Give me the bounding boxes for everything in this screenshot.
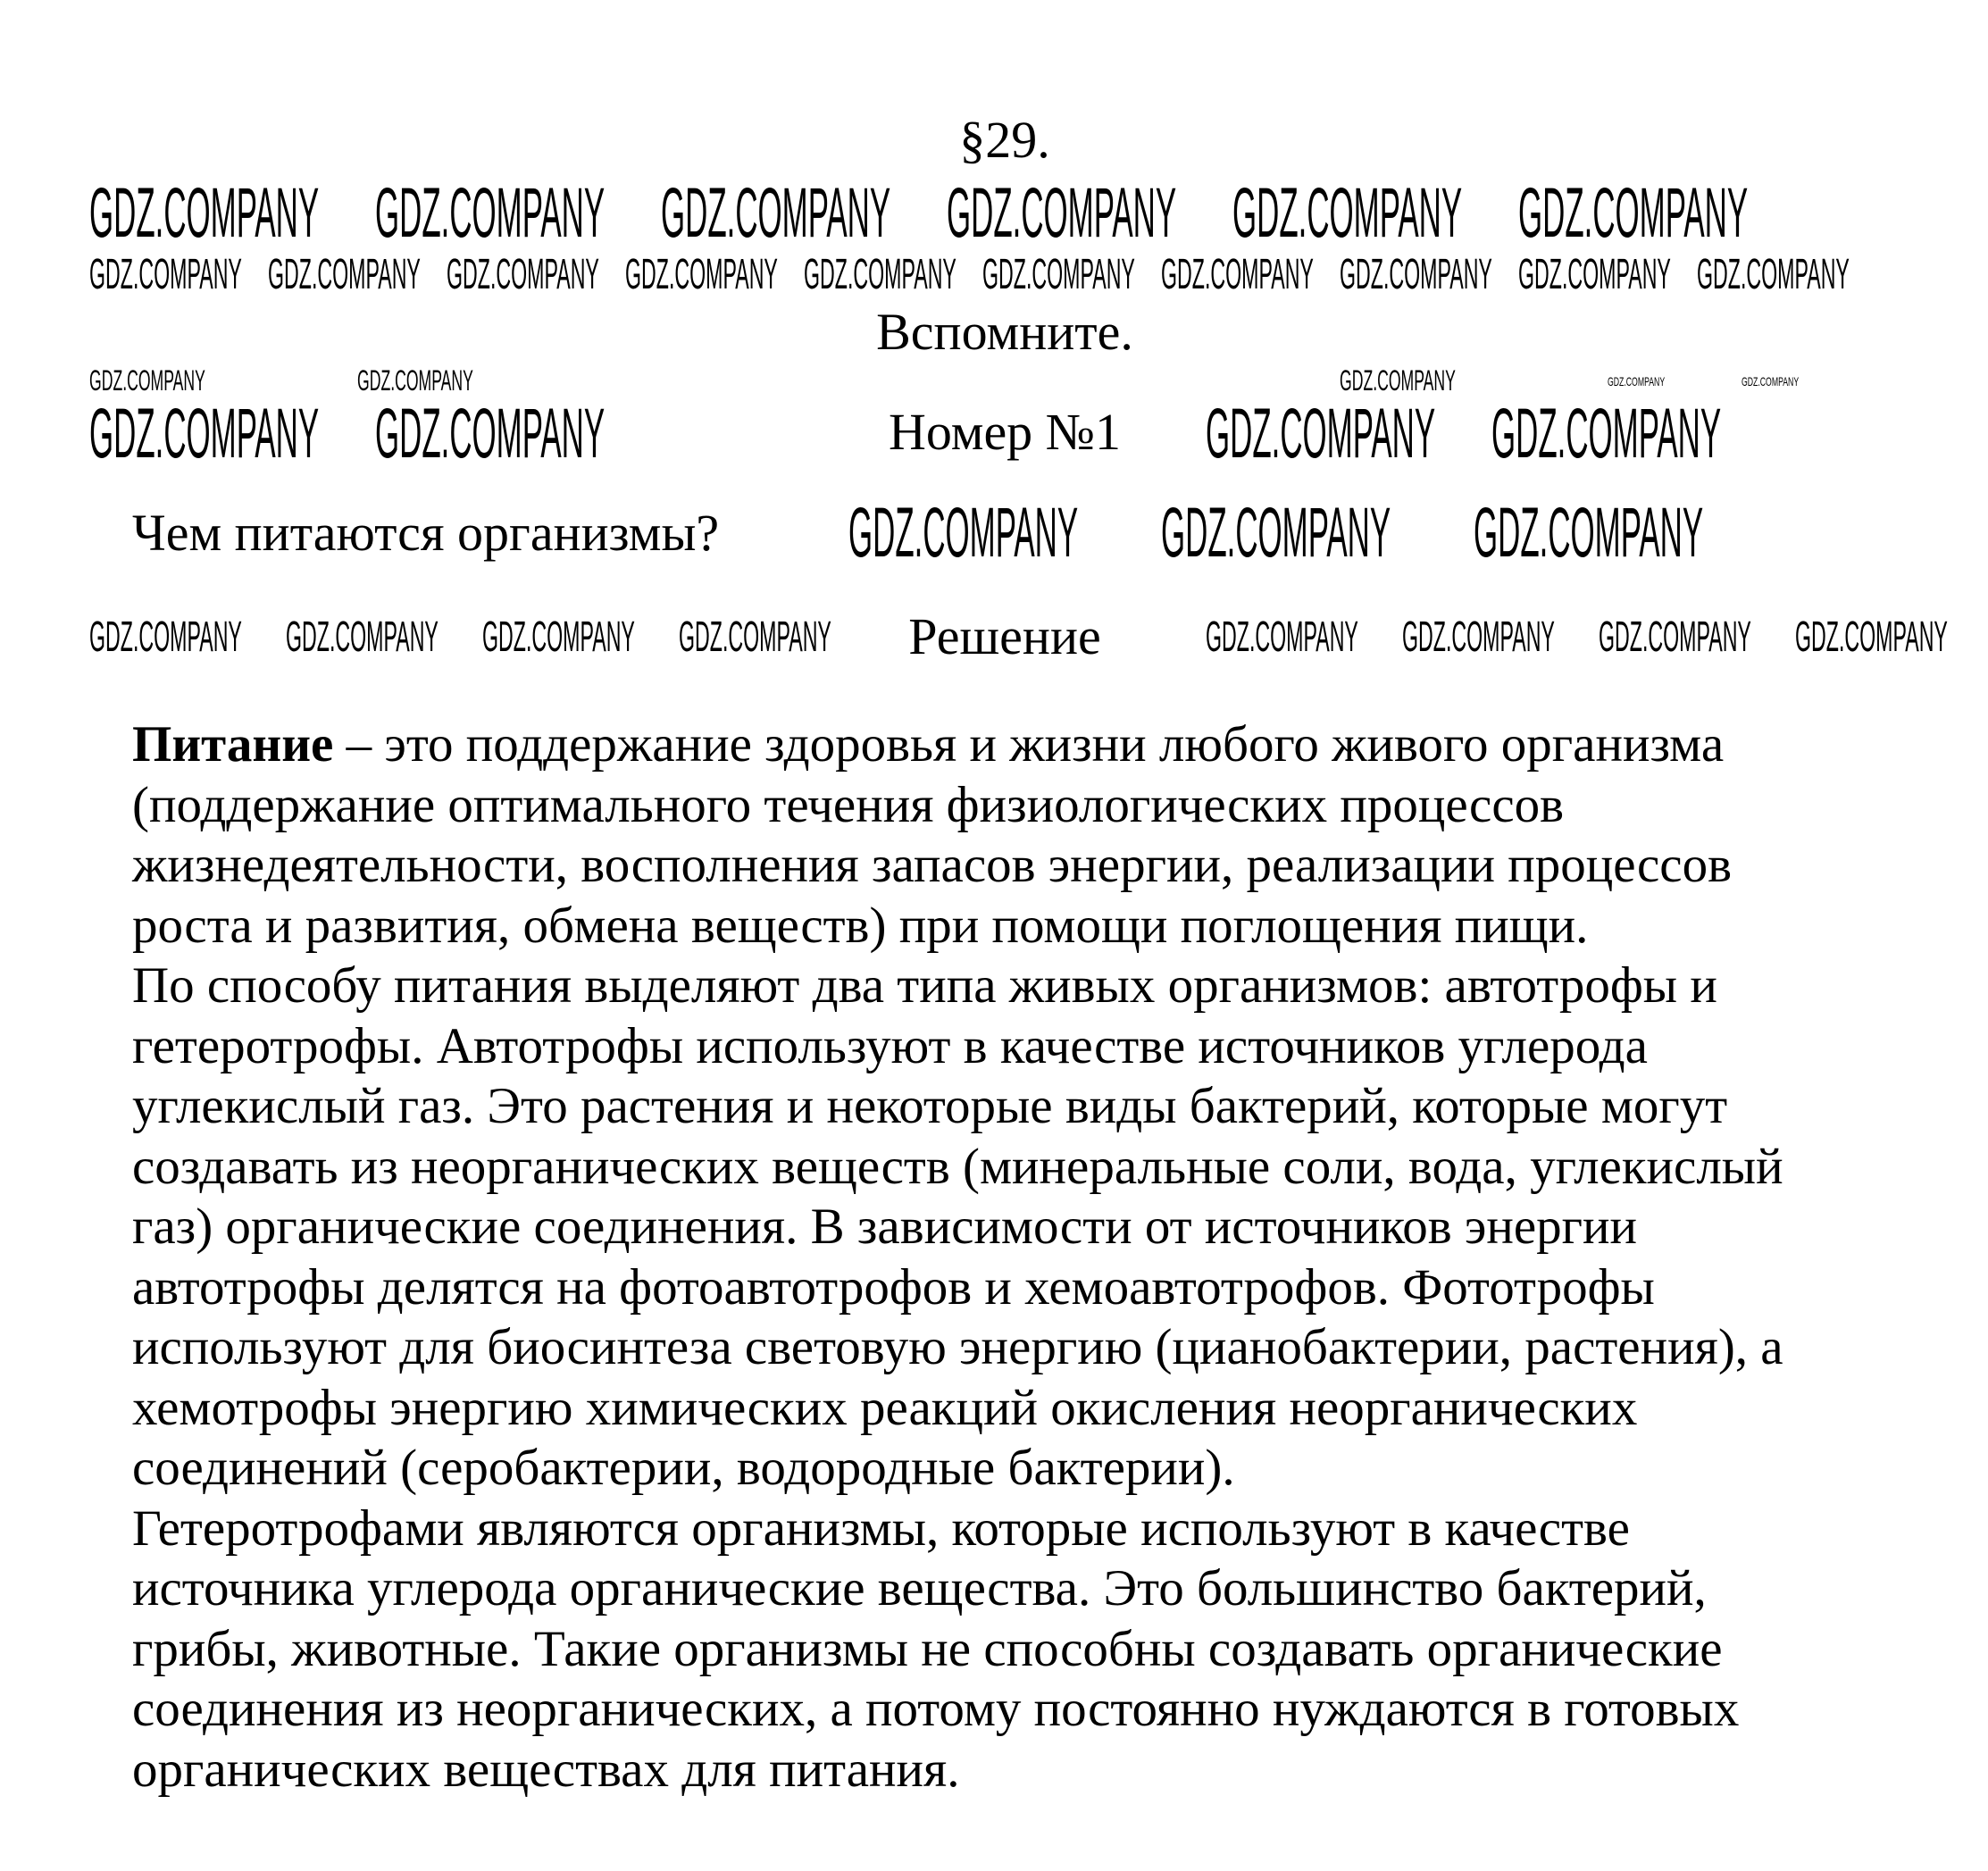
watermark: GDZ.COMPANY — [625, 251, 778, 298]
watermark: GDZ.COMPANY — [1402, 614, 1555, 661]
watermark: GDZ.COMPANY — [89, 614, 242, 661]
watermark: GDZ.COMPANY — [1608, 374, 1666, 388]
watermark: GDZ.COMPANY — [1518, 172, 1749, 252]
watermark: GDZ.COMPANY — [89, 172, 320, 252]
answer-line: соединения из неорганических, а потому постоянно нуждаются в готовых — [132, 1681, 1740, 1737]
answer-line: По способу питания выделяют два типа живых организмов: автотрофы и — [132, 957, 1717, 1014]
watermark: GDZ.COMPANY — [1491, 393, 1722, 472]
watermark: GDZ.COMPANY — [1206, 393, 1436, 472]
answer-line: углекислый газ. Это растения и некоторые виды бактерий, которые могут — [132, 1078, 1728, 1134]
watermark: GDZ.COMPANY — [375, 393, 606, 472]
watermark: GDZ.COMPANY — [947, 172, 1177, 252]
watermark: GDZ.COMPANY — [804, 251, 956, 298]
answer-line — [132, 714, 1783, 775]
watermark: GDZ.COMPANY — [1340, 364, 1456, 397]
answer-line: роста и развития, обмена веществ) при помощи поглощения пищи. — [132, 897, 1589, 954]
answer-line: создавать из неорганических веществ (минеральные соли, вода, углекислый — [132, 1138, 1783, 1195]
task-number: Номер №1 — [888, 403, 1122, 461]
solution-heading: Решение — [908, 607, 1101, 665]
watermark: GDZ.COMPANY — [1474, 492, 1704, 572]
answer-line: жизнедеятельности, восполнения запасов энергии, реализации процессов — [132, 837, 1733, 893]
watermark: GDZ.COMPANY — [1206, 614, 1358, 661]
answer-line: источника углерода органические вещества. Это большинство бактерий, — [132, 1560, 1707, 1616]
watermark: GDZ.COMPANY — [268, 251, 421, 298]
answer-line: автотрофы делятся на фотоавтотрофов и хемоавтотрофов. Фототрофы — [132, 1258, 1655, 1316]
watermark: GDZ.COMPANY — [357, 364, 473, 397]
answer-line: газ) органические соединения. В зависимости от источников энергии — [132, 1199, 1638, 1255]
answer-line: (поддержание оптимального течения физиологических процессов — [132, 776, 1565, 833]
watermark: GDZ.COMPANY — [375, 172, 606, 252]
watermark: GDZ.COMPANY — [848, 492, 1079, 572]
remember-heading: Вспомните. — [876, 303, 1133, 361]
watermark: GDZ.COMPANY — [982, 251, 1135, 298]
watermark: GDZ.COMPANY — [1599, 614, 1751, 661]
watermark: GDZ.COMPANY — [1161, 492, 1391, 572]
watermark: GDZ.COMPANY — [89, 251, 242, 298]
watermark: GDZ.COMPANY — [1518, 251, 1671, 298]
watermark: GDZ.COMPANY — [1161, 251, 1314, 298]
answer-line-text: – это поддержание здоровья и жизни любого живого организма — [333, 716, 1725, 773]
watermark: GDZ.COMPANY — [482, 614, 635, 661]
answer-line: соединений (серобактерии, водородные бактерии). — [132, 1440, 1235, 1496]
answer-line: Гетеротрофами являются организмы, которые используют в качестве — [132, 1499, 1630, 1557]
section-number: §29. — [959, 111, 1050, 169]
watermark: GDZ.COMPANY — [679, 614, 831, 661]
watermark: GDZ.COMPANY — [661, 172, 891, 252]
watermark: GDZ.COMPANY — [1232, 172, 1463, 252]
watermark: GDZ.COMPANY — [1697, 251, 1850, 298]
watermark: GDZ.COMPANY — [89, 393, 320, 472]
answer-text — [132, 714, 1783, 1800]
answer-line: грибы, животные. Такие организмы не способны создавать органические — [132, 1620, 1723, 1677]
watermark: GDZ.COMPANY — [1340, 251, 1492, 298]
watermark: GDZ.COMPANY — [1795, 614, 1948, 661]
watermark: GDZ.COMPANY — [1742, 374, 1800, 388]
answer-line: хемотрофы энергию химических реакций окисления неорганических — [132, 1379, 1638, 1436]
watermark: GDZ.COMPANY — [286, 614, 439, 661]
watermark: GDZ.COMPANY — [89, 364, 205, 397]
watermark: GDZ.COMPANY — [447, 251, 599, 298]
question-text: Чем питаются организмы? — [132, 504, 720, 562]
answer-line: используют для биосинтеза световую энергию (цианобактерии, растения), а — [132, 1319, 1783, 1375]
answer-term: Питание — [132, 716, 334, 773]
answer-line: органических веществах для питания. — [132, 1741, 960, 1798]
answer-line: гетеротрофы. Автотрофы используют в качестве источников углерода — [132, 1017, 1648, 1074]
